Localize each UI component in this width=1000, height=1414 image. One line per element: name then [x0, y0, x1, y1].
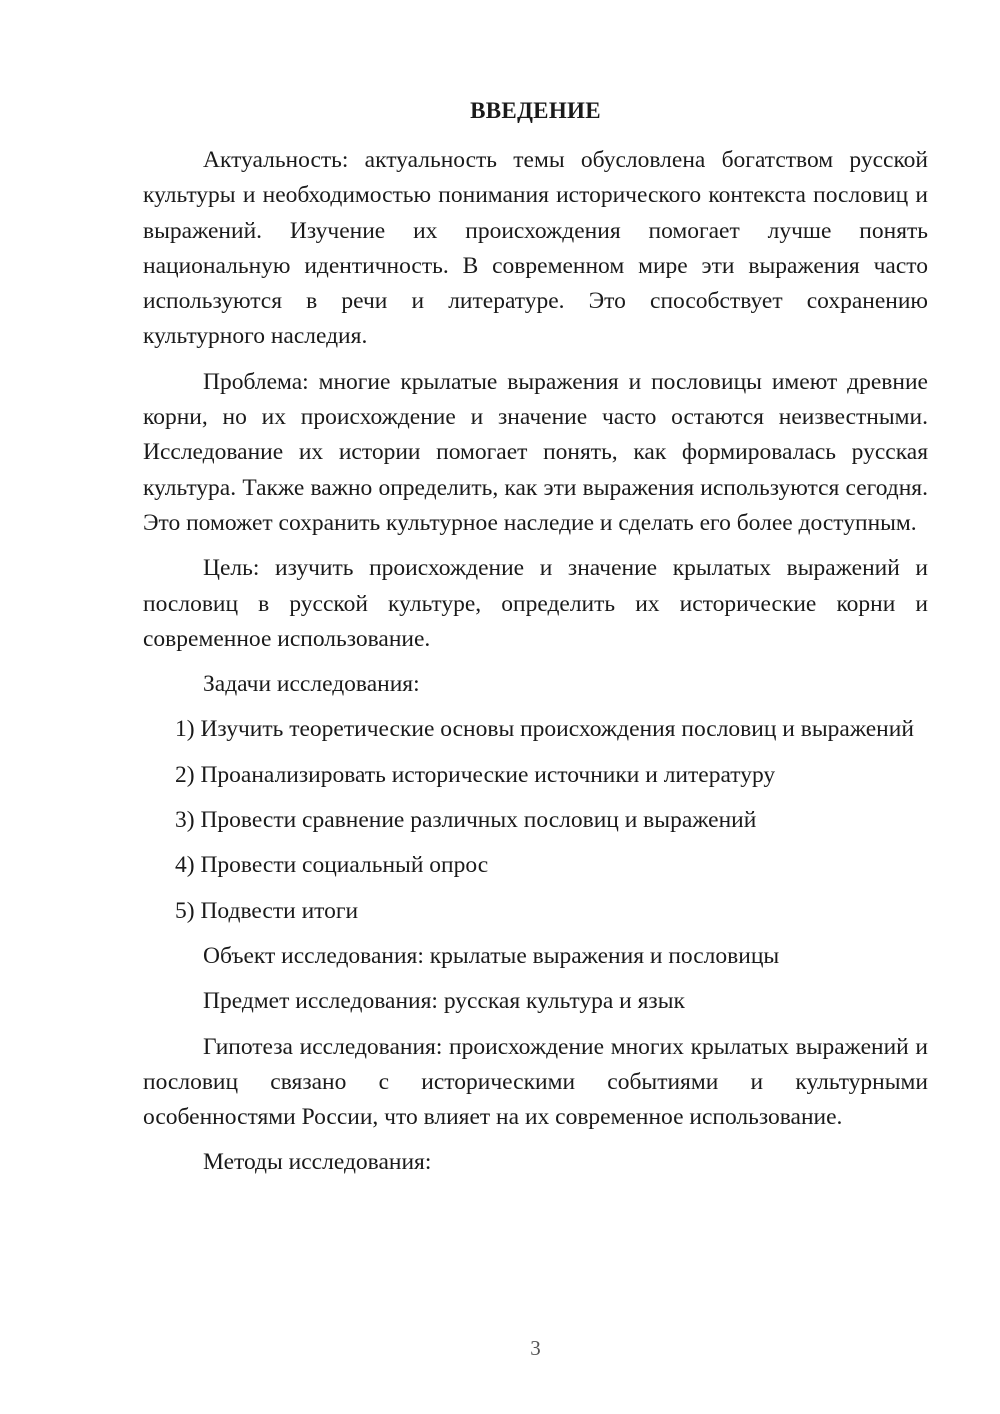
paragraph-object: Объект исследования: крылатые выражения и пословицы	[203, 942, 780, 969]
paragraph-hypothesis: Гипотеза исследования: происхождение многих крылатых выражений и пословиц связано с историческими событиями и культурными особенностями России, что влияет на их современное использование.	[143, 1033, 928, 1131]
paragraph-relevance: Актуальность: актуальность темы обусловлена богатством русской культуры и необходимостью понимания исторического контекста пословиц и выражений. Изучение их происхождения помогает лучше понять национальную идентичность. В современном мире эти выражения часто используются в речи и литературе. Это способствует сохранению культурного наследия.	[143, 147, 928, 350]
paragraph-methods: Методы исследования:	[203, 1149, 432, 1176]
task-item: 2) Проанализировать исторические источники и литературу	[175, 761, 776, 788]
task-item: 5) Подвести итоги	[175, 897, 359, 924]
tasks-heading: Задачи исследования:	[203, 671, 420, 698]
paragraph-subject: Предмет исследования: русская культура и язык	[203, 988, 685, 1015]
page-number: 3	[530, 1336, 541, 1360]
task-item: 3) Провести сравнение различных пословиц и выражений	[175, 807, 757, 834]
task-item: 1) Изучить теоретические основы происхождения пословиц и выражений	[175, 716, 914, 743]
document-body	[143, 143, 928, 1191]
task-item: 4) Провести социальный опрос	[175, 852, 489, 879]
paragraph-problem: Проблема: многие крылатые выражения и пословицы имеют древние корни, но их происхождение и значение часто остаются неизвестными. Исследование их истории помогает понять, как формировалась русская культура. Также важно определить, как эти выражения используются сегодня. Это поможет сохранить культурное наследие и сделать его более доступным.	[143, 368, 928, 536]
page-title: ВВЕДЕНИЕ	[470, 98, 601, 123]
document-page	[143, 0, 928, 1414]
paragraph-goal: Цель: изучить происхождение и значение крылатых выражений и пословиц в русской культуре, определить их исторические корни и современное использование.	[143, 555, 928, 652]
